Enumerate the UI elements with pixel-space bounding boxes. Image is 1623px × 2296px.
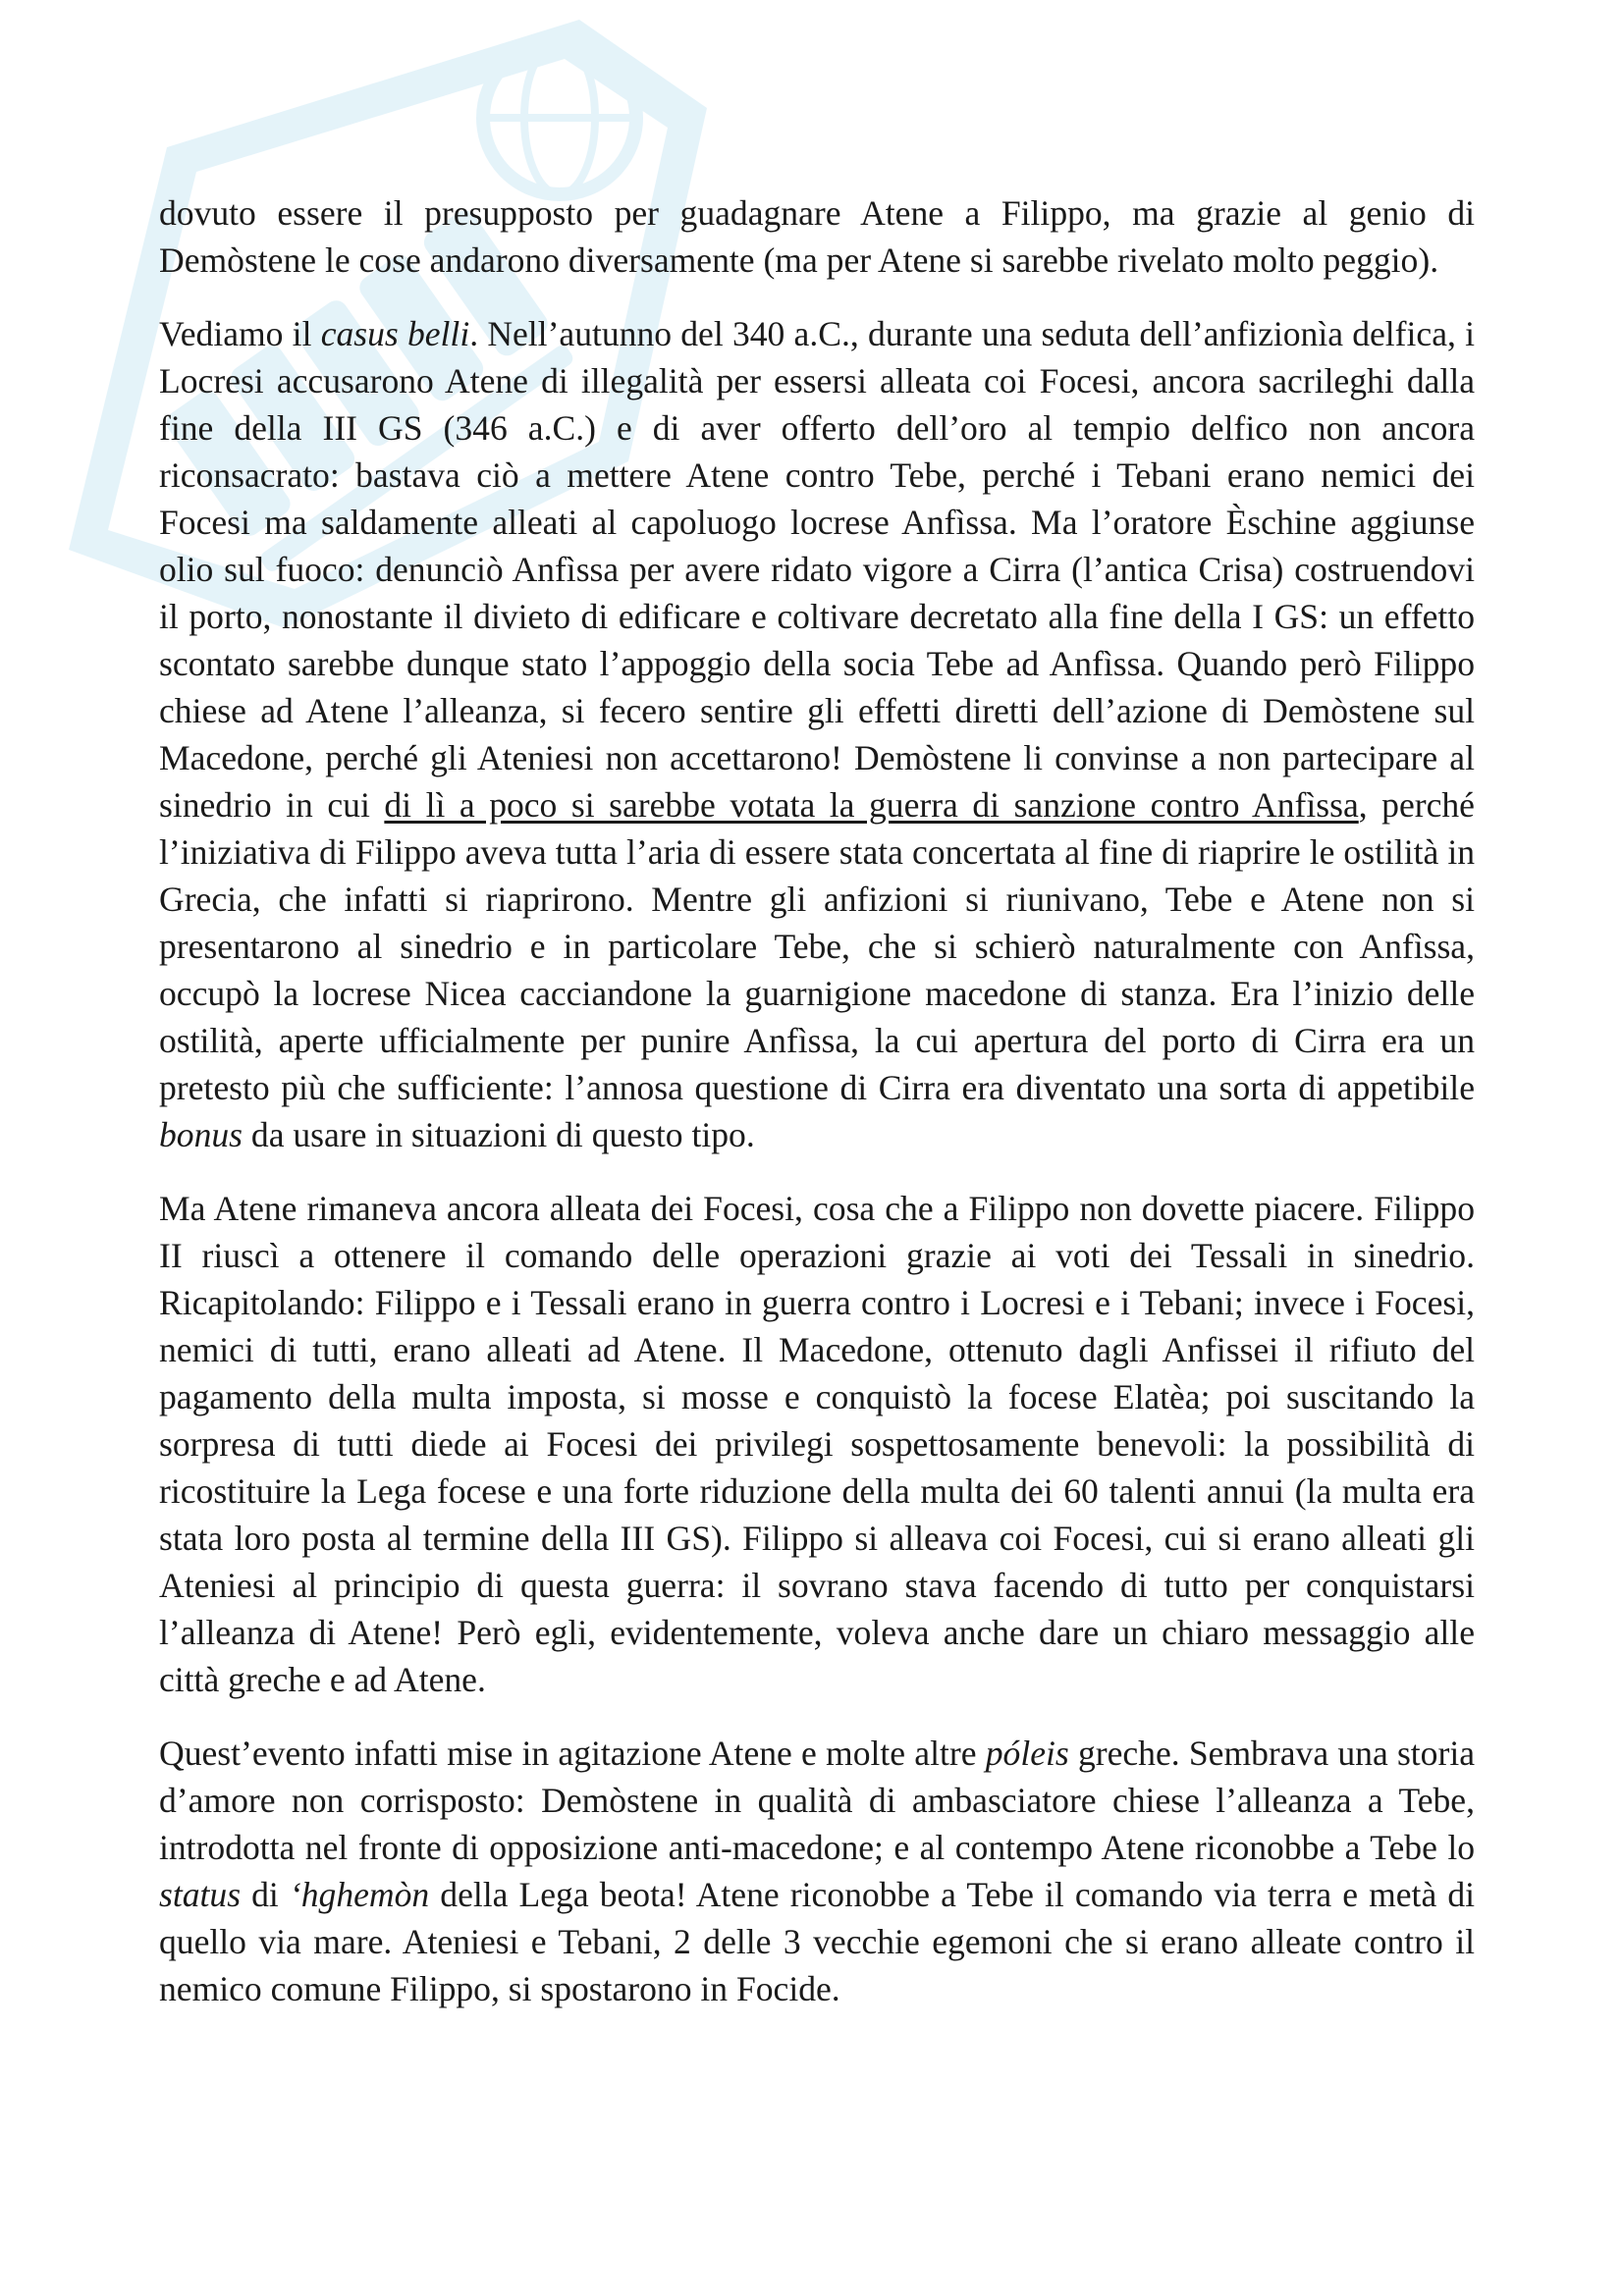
paragraph-4-text-b: greche. Sembrava una storia d’amore non corrisposto: Demòstene in qualità di ambasciatore chiese l’alleanza a Tebe, introdotta nel fronte di opposizione anti-macedone; e al contempo Atene riconobbe a Tebe lo	[159, 1734, 1475, 1867]
underlined-phrase: di lì a poco si sarebbe votata la guerra di sanzione contro Anfìssa	[384, 785, 1359, 825]
term-poleis: póleis	[985, 1734, 1069, 1773]
document-body	[159, 189, 1475, 2039]
paragraph-4-text-c: di	[241, 1875, 290, 1914]
term-status: status	[159, 1875, 242, 1914]
paragraph-2-text-b: . Nell’autunno del 340 a.C., durante una seduta dell’anfizionìa delfica, i Locresi accusarono Atene di illegalità per essersi alleata coi Focesi, ancora sacrileghi dalla fine della III GS (346 a.C.) e di aver offerto dell’oro al tempio delfico non ancora riconsacrato: bastava ciò a mettere Atene contro Tebe, perché i Tebani erano nemici dei Focesi ma saldamente alleati al capoluogo locrese Anfìssa. Ma l’oratore Èschine aggiunse olio sul fuoco: denunciò Anfìssa per avere ridato vigore a Cirra (l’antica Crisa) costruendovi il porto, nonostante il divieto di edificare e coltivare decretato alla fine della I GS: un effetto scontato sarebbe dunque stato l’appoggio della socia Tebe ad Anfìssa. Quando però Filippo chiese ad Atene l’alleanza, si fecero sentire gli effetti diretti dell’azione di Demòstene sul Macedone, perché gli Ateniesi non accettarono! Demòstene li convinse a non partecipare al sinedrio in cui	[159, 314, 1475, 825]
paragraph-1-text: dovuto essere il presupposto per guadagnare Atene a Filippo, ma grazie al genio di Demòstene le cose andarono diversamente (ma per Atene si sarebbe rivelato molto peggio).	[159, 193, 1475, 280]
paragraph-1	[159, 189, 1475, 284]
term-casus-belli: casus belli	[320, 314, 470, 353]
paragraph-3	[159, 1185, 1475, 1703]
paragraph-4	[159, 1730, 1475, 2012]
paragraph-2-text-c: , perché l’iniziativa di Filippo aveva tutta l’aria di essere stata concertata al fine di riaprire le ostilità in Grecia, che infatti si riaprirono. Mentre gli anfizioni si riunivano, Tebe e Atene non si presentarono al sinedrio e in particolare Tebe, che si schierò naturalmente con Anfìssa, occupò la locrese Nicea cacciandone la guarnigione macedone di stanza. Era l’inizio delle ostilità, aperte ufficialmente per punire Anfìssa, la cui apertura del porto di Cirra era un pretesto più che sufficiente: l’annosa questione di Cirra era diventato una sorta di appetibile	[159, 785, 1475, 1107]
paragraph-4-text-a: Quest’evento infatti mise in agitazione Atene e molte altre	[159, 1734, 986, 1773]
paragraph-3-text: Ma Atene rimaneva ancora alleata dei Focesi, cosa che a Filippo non dovette piacere. Filippo II riuscì a ottenere il comando delle operazioni grazie ai voti dei Tessali in sinedrio. Ricapitolando: Filippo e i Tessali erano in guerra contro i Locresi e i Tebani; invece i Focesi, nemici di tutti, erano alleati ad Atene. Il Macedone, ottenuto dagli Anfissei il rifiuto del pagamento della multa imposta, si mosse e conquistò la focese Elatèa; poi suscitando la sorpresa di tutti diede ai Focesi dei privilegi sospettosamente benevoli: la possibilità di ricostituire la Lega focese e una forte riduzione della multa dei 60 talenti annui (la multa era stata loro posta al termine della III GS). Filippo si alleava coi Focesi, cui si erano alleati gli Ateniesi al principio di questa guerra: il sovrano stava facendo di tutto per conquistarsi l’alleanza di Atene! Però egli, evidentemente, voleva anche dare un chiaro messaggio alle città greche e ad Atene.	[159, 1189, 1475, 1699]
term-hghemon: ‘hghemòn	[289, 1875, 430, 1914]
term-bonus: bonus	[159, 1115, 243, 1154]
paragraph-4-text-d: della Lega beota! Atene riconobbe a Tebe il comando via terra e metà di quello via mare. Ateniesi e Tebani, 2 delle 3 vecchie egemoni che si erano alleate contro il nemico comune Filippo, si spostarono in Focide.	[159, 1875, 1476, 2008]
paragraph-2-text-d: da usare in situazioni di questo tipo.	[243, 1115, 755, 1154]
paragraph-2-text-a: Vediamo il	[159, 314, 321, 353]
paragraph-2	[159, 310, 1475, 1158]
